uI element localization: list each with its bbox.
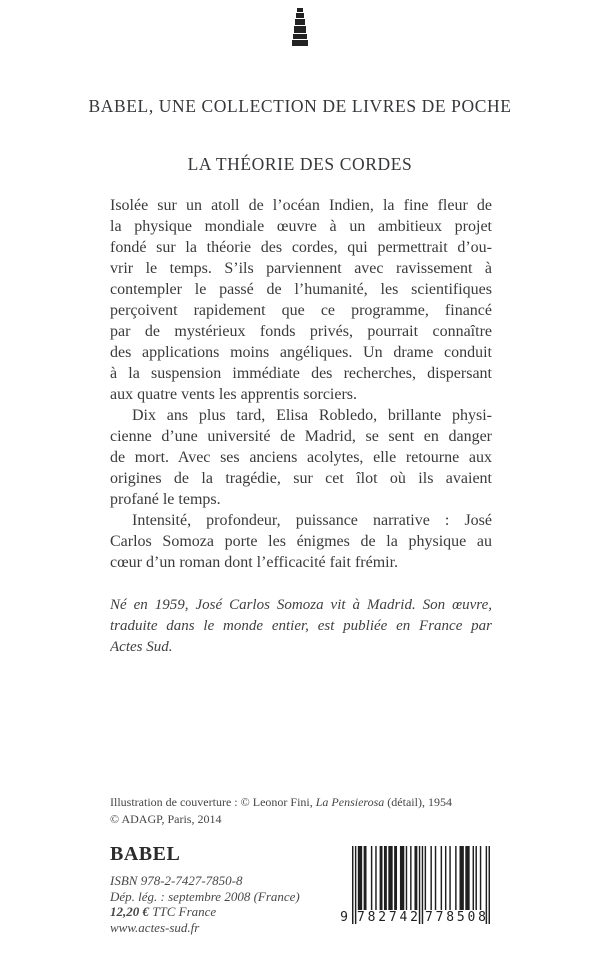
barcode-digit: 7	[425, 910, 433, 925]
collection-header: BABEL, UNE COLLECTION DE LIVRES DE POCHE	[88, 96, 512, 116]
synopsis-line: des applications moins angéliques. Un drame conduit	[110, 344, 492, 361]
synopsis-line: Carlos Somoza porte les énigmes de la physique au	[110, 533, 492, 550]
barcode-digit: 2	[378, 910, 387, 925]
synopsis-line: la physique mondiale œuvre à un ambitieux projet	[110, 218, 492, 235]
price	[110, 904, 350, 920]
synopsis-line: Intensité, profondeur, puissance narrative : José	[132, 512, 492, 529]
synopsis-line: Isolée sur un atoll de l’océan Indien, la fine fleur de	[110, 197, 492, 214]
bio-line: traduite dans le monde entier, est publiée en France par	[110, 618, 492, 634]
barcode-lead-digit: 9	[340, 910, 348, 925]
barcode-digits-right	[425, 910, 486, 928]
synopsis	[110, 195, 492, 573]
synopsis-line: origines de la tragédie, sur cet îlot où ils avaient	[110, 470, 492, 487]
synopsis-line: Dix ans plus tard, Elisa Robledo, brillante physi-	[132, 407, 492, 424]
synopsis-line: fondé sur la théorie des cordes, qui permettrait d’ou-	[110, 239, 492, 256]
price-amount: 12,20 €	[110, 904, 149, 920]
publisher-brand: BABEL	[110, 843, 181, 865]
synopsis-line: cœur d’un roman dont l’efficacité fait frémir.	[110, 554, 399, 571]
bio-line: Actes Sud.	[110, 639, 173, 655]
barcode-digit: 8	[367, 910, 376, 925]
isbn: ISBN 978-2-7427-7850-8	[110, 873, 243, 888]
ean-barcode	[330, 846, 500, 934]
barcode-digit: 7	[388, 910, 397, 925]
credit-prefix: Illustration de couverture : © Leonor Fini,	[110, 795, 316, 809]
credit-line-2: © ADAGP, Paris, 2014	[110, 812, 222, 826]
barcode-digit: 7	[435, 910, 444, 925]
synopsis-line: contempler le passé de l’humanité, les scientifiques	[110, 281, 492, 298]
synopsis-line: vrir le temps. S’ils parviennent avec ravissement à	[110, 260, 492, 277]
synopsis-line: profané le temps.	[110, 491, 221, 508]
babel-tower-logo-icon	[292, 8, 308, 46]
price-tax-label: TTC France	[149, 904, 217, 920]
credit-suffix: (détail), 1954	[384, 795, 452, 809]
barcode-digit: 8	[446, 910, 455, 925]
synopsis-line: cienne d’une université de Madrid, se sent en danger	[110, 428, 492, 445]
barcode-digit: 8	[478, 910, 486, 925]
barcode-digit: 5	[456, 910, 465, 925]
barcode-digit: 7	[357, 910, 365, 925]
synopsis-line: par de mystérieux fonds privés, pourrait connaître	[110, 323, 492, 340]
website: www.actes-sud.fr	[110, 919, 200, 935]
barcode-digit: 0	[467, 910, 476, 925]
synopsis-line: perçoivent rapidement que ce programme, financé	[110, 302, 492, 319]
barcode-digits-left	[357, 910, 418, 928]
barcode-digit: 4	[399, 910, 408, 925]
book-title: LA THÉORIE DES CORDES	[187, 154, 413, 174]
bio-line: Né en 1959, José Carlos Somoza vit à Madrid. Son œuvre,	[110, 597, 492, 613]
artwork-title: La Pensierosa	[315, 795, 385, 809]
author-bio	[110, 595, 492, 658]
synopsis-line: aux quatre vents les apprentis sorciers.	[110, 386, 358, 403]
barcode-digit: 2	[410, 910, 418, 925]
credit-line-1	[110, 794, 550, 811]
publication-info	[110, 873, 350, 935]
illustration-credits	[110, 794, 550, 828]
synopsis-line: de mort. Avec ses anciens acolytes, elle retourne aux	[110, 449, 492, 466]
legal-deposit: Dép. lég. : septembre 2008 (France)	[110, 888, 300, 904]
synopsis-line: à la suspension immédiate des recherches, dispersant	[110, 365, 492, 382]
